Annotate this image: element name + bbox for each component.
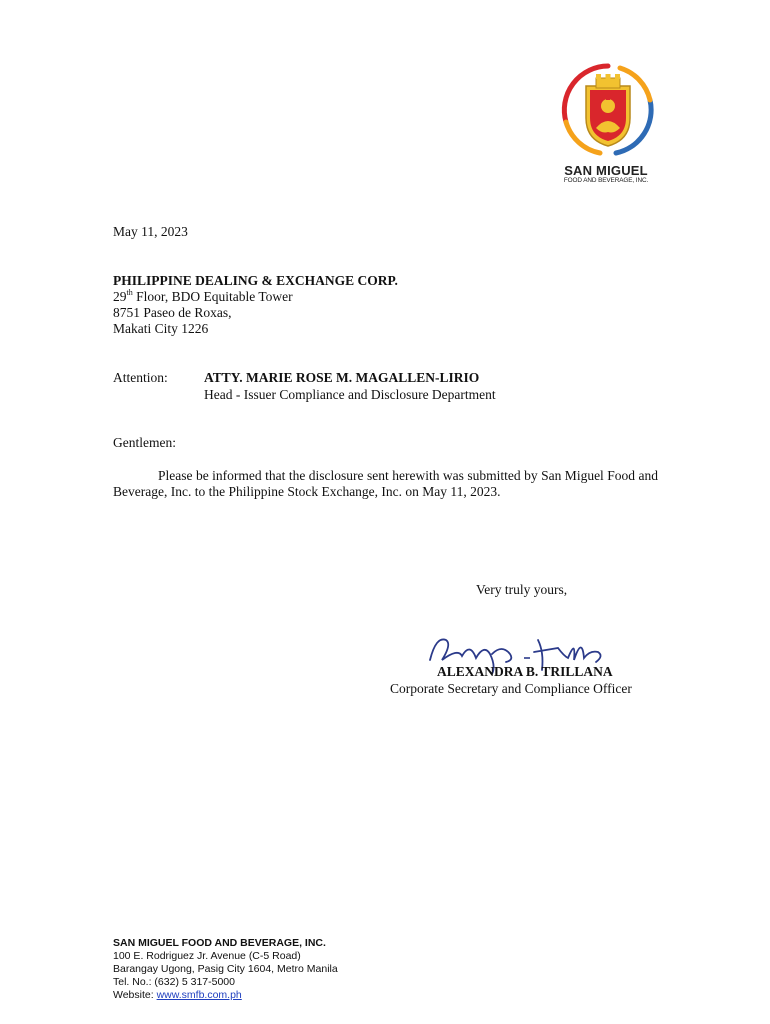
signer-name: ALEXANDRA B. TRILLANA: [437, 664, 613, 679]
footer-website: [113, 989, 242, 1002]
attention-title: Head - Issuer Compliance and Disclosure Department: [204, 387, 496, 402]
recipient-address-line-3: Makati City 1226: [113, 321, 209, 336]
brand-subtitle: FOOD AND BEVERAGE, INC.: [563, 177, 649, 184]
body-paragraph: Please be informed that the disclosure sent herewith was submitted by San Miguel Food and Beverage, Inc. to the Philippine Stock Exchange, Inc. on May 11, 2023.: [113, 468, 658, 499]
san-miguel-emblem-icon: [558, 60, 658, 160]
footer-address-line-1: 100 E. Rodriguez Jr. Avenue (C-5 Road): [113, 950, 301, 962]
letter-date: May 11, 2023: [113, 224, 188, 239]
footer-website-label: Website:: [113, 989, 157, 1001]
company-logo: [552, 60, 662, 185]
closing: Very truly yours,: [476, 582, 568, 597]
website-link[interactable]: www.smfb.com.ph: [156, 989, 242, 1001]
recipient-address-line-1: 29th Floor, BDO Equitable Tower: [113, 287, 293, 304]
recipient-address-line-2: 8751 Paseo de Roxas,: [113, 305, 232, 320]
attention-name: ATTY. MARIE ROSE M. MAGALLEN-LIRIO: [204, 370, 480, 385]
footer-address-line-2: Barangay Ugong, Pasig City 1604, Metro Manila: [113, 963, 338, 975]
brand-name: SAN MIGUEL: [564, 163, 648, 178]
signer-title: Corporate Secretary and Compliance Officer: [390, 681, 632, 696]
salutation: Gentlemen:: [113, 435, 176, 450]
footer-telephone: Tel. No.: (632) 5 317-5000: [113, 976, 235, 988]
recipient-organization: PHILIPPINE DEALING & EXCHANGE CORP.: [113, 273, 398, 288]
footer-company: SAN MIGUEL FOOD AND BEVERAGE, INC.: [113, 937, 326, 949]
attention-label: Attention:: [113, 370, 168, 385]
